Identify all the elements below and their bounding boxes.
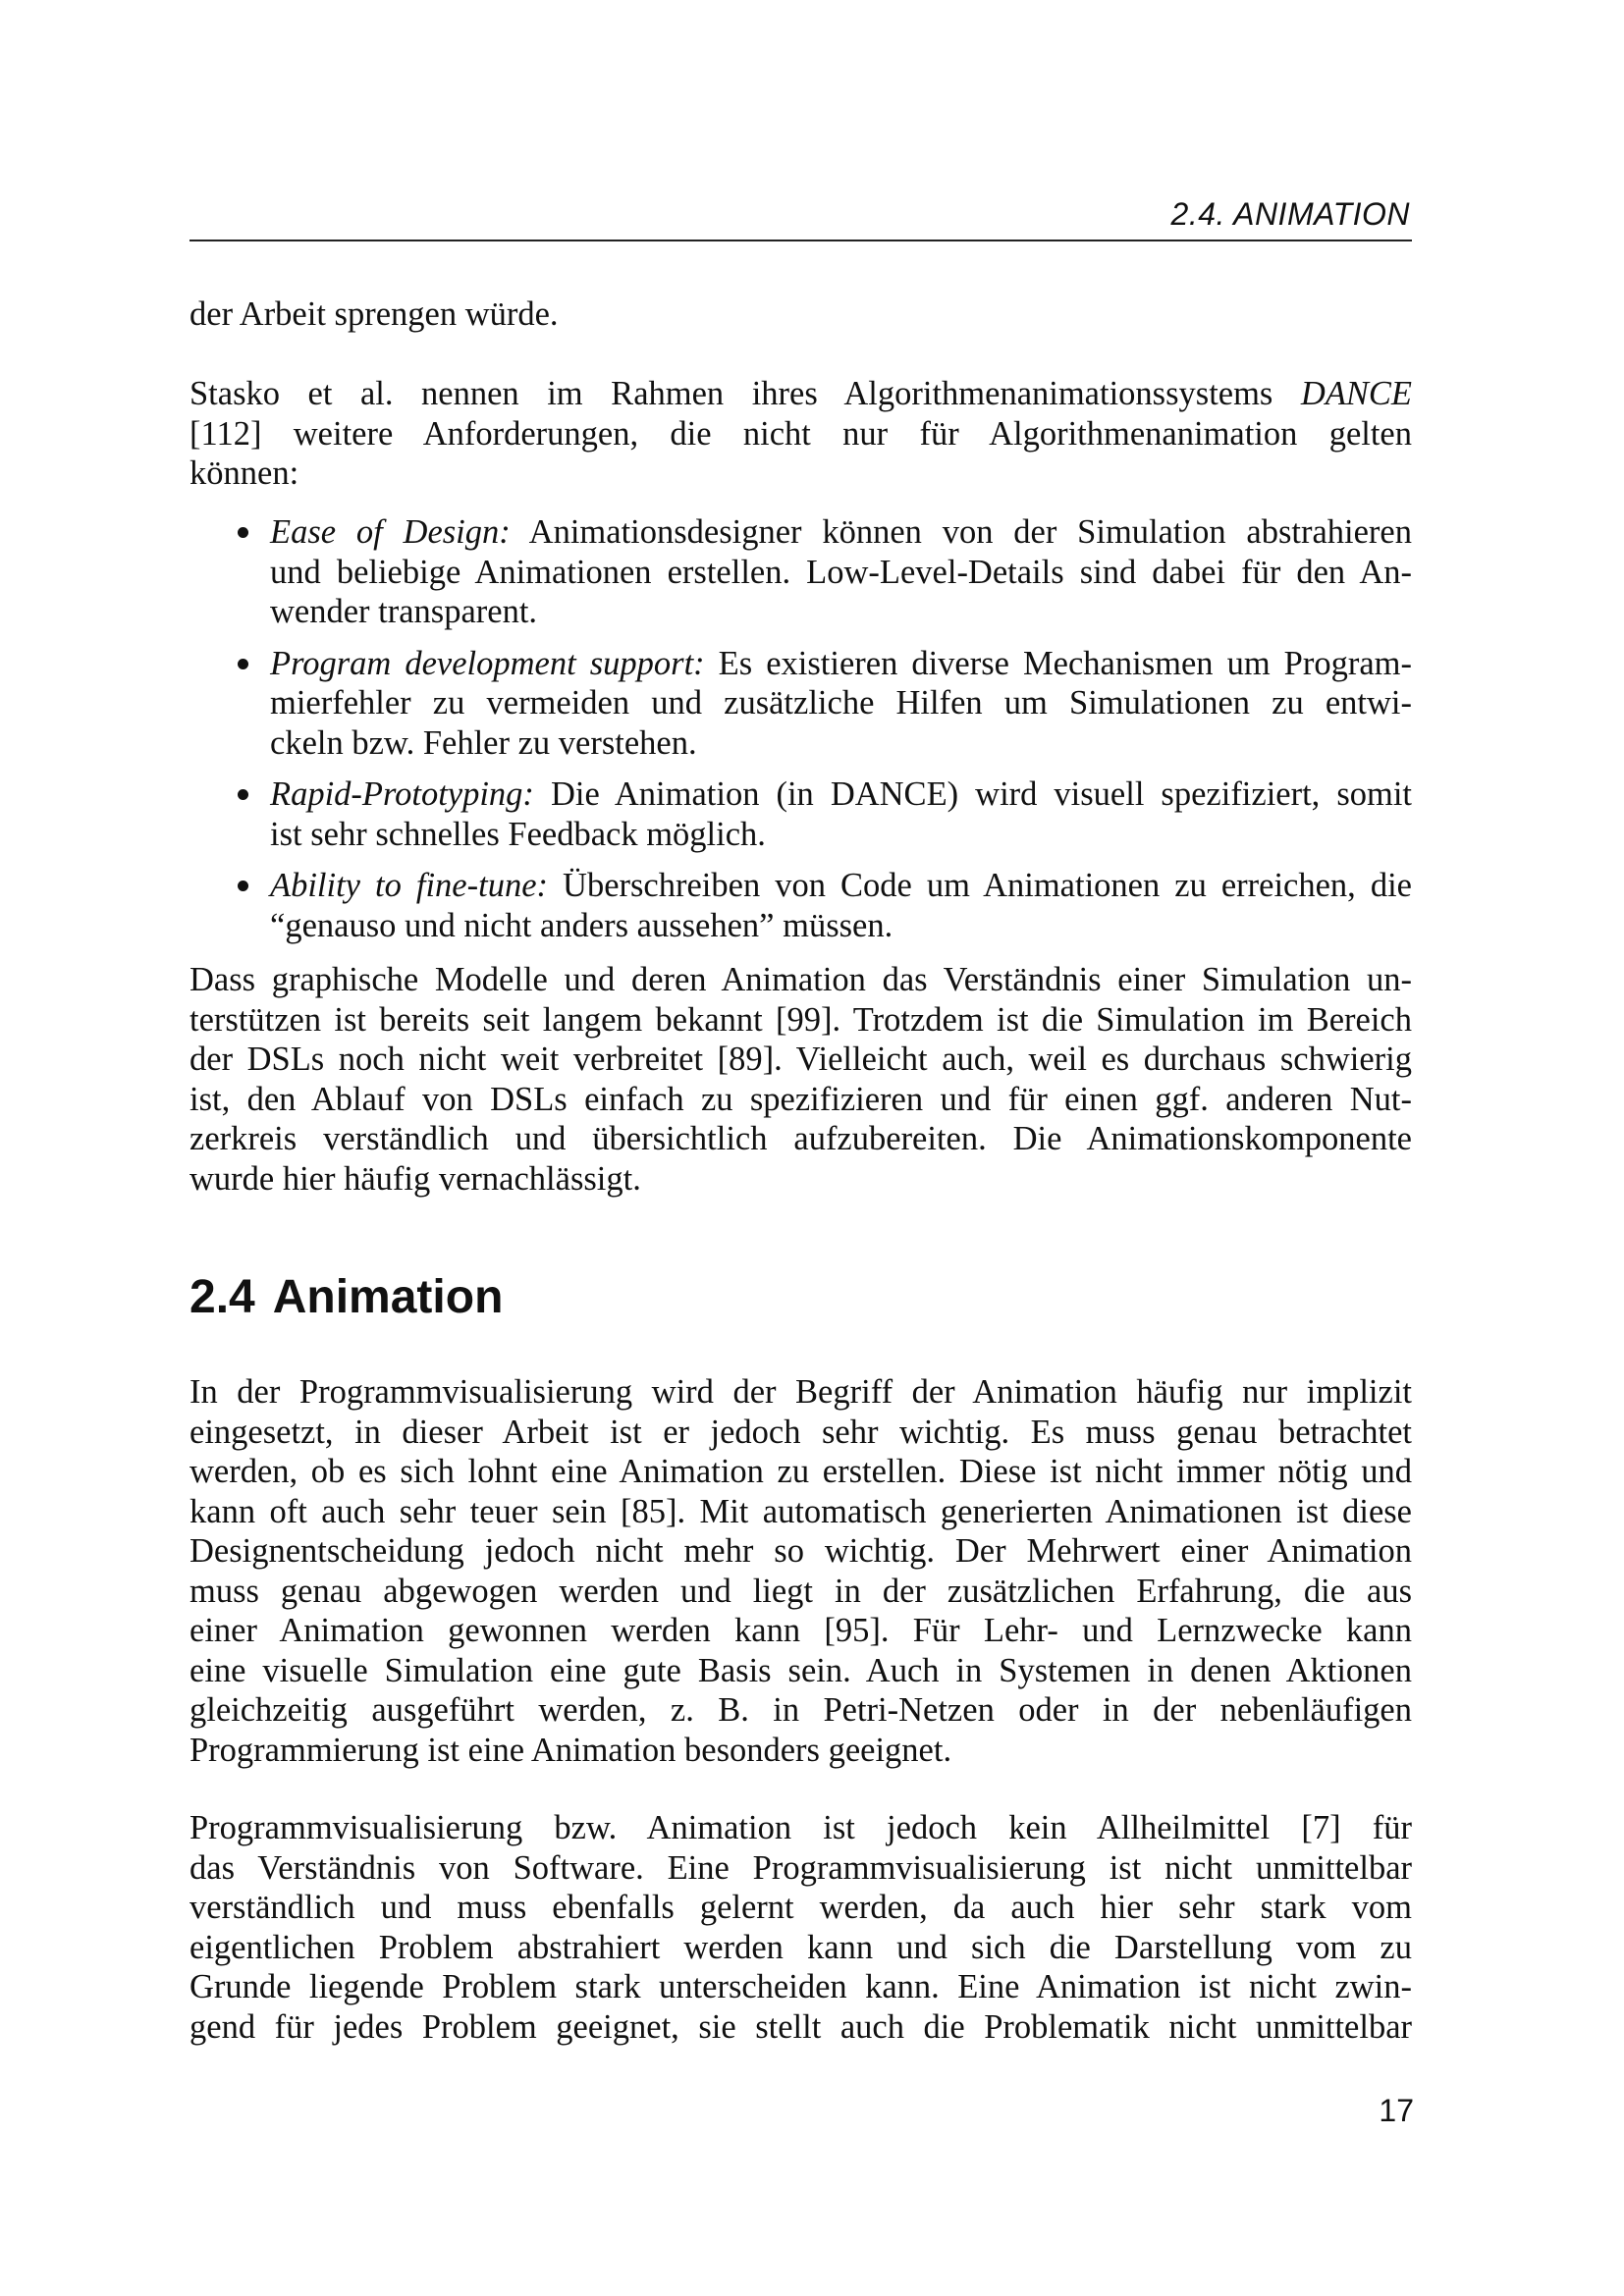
text-line: das Verständnis von Software. Eine Programmvisualisierung ist nicht unmittelbar xyxy=(189,1848,1412,1887)
system-name-dance: DANCE xyxy=(1300,375,1412,412)
text-line: der Arbeit sprengen würde. xyxy=(189,295,559,333)
list-item xyxy=(189,512,1412,632)
text-line: Rapid-Prototyping: Die Animation (in DANCE) wird visuell spezifiziert, somit xyxy=(270,775,1412,813)
text-line: einer Animation gewonnen werden kann [95]. Für Lehr- und Lernzwecke kann xyxy=(189,1612,1412,1649)
text-line: terstützen ist bereits seit langem bekannt [99]. Trotzdem ist die Simulation im Bereich xyxy=(189,1000,1412,1039)
list-item xyxy=(189,644,1412,764)
text-line: ist sehr schnelles Feedback möglich. xyxy=(270,815,766,853)
paragraph-continuation xyxy=(189,294,1412,335)
page-number: 17 xyxy=(1379,2093,1414,2128)
running-header xyxy=(189,196,1412,241)
text-line: gleichzeitig ausgeführt werden, z. B. in Petri-Netzen oder in der nebenläufigen xyxy=(189,1691,1412,1729)
bullet-icon xyxy=(238,881,248,891)
paragraph-dass xyxy=(189,960,1412,1199)
text-line: eingesetzt, in dieser Arbeit ist er jedoch sehr wichtig. Es muss genau betrachtet xyxy=(189,1413,1412,1451)
text-line: wurde hier häufig vernachlässigt. xyxy=(189,1159,641,1198)
text-line: Ability to fine-tune: Überschreiben von Code um Animationen zu erreichen, die xyxy=(270,867,1412,904)
list-item-term: Program development support: xyxy=(270,644,705,682)
section-heading xyxy=(189,1270,503,1324)
text-line: In der Programmvisualisierung wird der Begriff der Animation häufig nur implizit xyxy=(189,1373,1412,1411)
requirements-list-container xyxy=(189,512,1412,957)
running-header-title: 2.4. ANIMATION xyxy=(1170,196,1410,232)
text-line: wender transparent. xyxy=(270,593,538,630)
text-line: zerkreis verständlich und übersichtlich aufzubereiten. Die Animationskomponente xyxy=(189,1120,1412,1157)
text-line: eine visuelle Simulation eine gute Basis sein. Auch in Systemen in denen Aktionen xyxy=(189,1651,1412,1689)
text-line: ist, den Ablauf von DSLs einfach zu spezifizieren und für einen ggf. anderen Nut- xyxy=(189,1080,1412,1118)
paragraph-intro xyxy=(189,1372,1412,1770)
paragraph-stasko xyxy=(189,374,1412,494)
bullet-icon xyxy=(238,789,248,800)
text-line: ckeln bzw. Fehler zu verstehen. xyxy=(270,723,697,762)
list-item-term: Ability to fine-tune: xyxy=(270,867,548,904)
text-line: mierfehler zu vermeiden und zusätzliche Hilfen um Simulationen zu entwi- xyxy=(270,684,1412,721)
text-line: Stasko et al. nennen im Rahmen ihres Algorithmenanimationssystems DANCE xyxy=(189,375,1412,412)
section-title: Animation xyxy=(272,1271,504,1323)
list-item-term: Ease of Design: xyxy=(270,513,511,551)
section-number: 2.4 xyxy=(189,1271,255,1323)
text-line: eigentlichen Problem abstrahiert werden kann und sich die Darstellung vom zu xyxy=(189,1928,1412,1966)
text-line: [112] weitere Anforderungen, die nicht nur für Algorithmenanimation gelten xyxy=(189,414,1412,453)
text-line: Grunde liegende Problem stark unterscheiden kann. Eine Animation ist nicht zwin- xyxy=(189,1968,1412,2005)
text-line: Dass graphische Modelle und deren Animation das Verständnis einer Simulation un- xyxy=(189,961,1412,998)
text-line: verständlich und muss ebenfalls gelernt werden, da auch hier sehr stark vom xyxy=(189,1889,1412,1926)
text-line: Designentscheidung jedoch nicht mehr so wichtig. Der Mehrwert einer Animation xyxy=(189,1532,1412,1570)
bullet-icon xyxy=(238,659,248,669)
list-item-term: Rapid-Prototyping: xyxy=(270,775,534,813)
text-line: Program development support: Es existieren diverse Mechanismen um Program- xyxy=(270,644,1412,682)
list-item xyxy=(189,774,1412,854)
text-line: Programmvisualisierung bzw. Animation ist jedoch kein Allheilmittel [7] für xyxy=(189,1809,1412,1846)
text-line: Programmierung ist eine Animation besonders geeignet. xyxy=(189,1731,952,1769)
requirements-list xyxy=(189,512,1412,945)
text-line: gend für jedes Problem geeignet, sie stellt auch die Problematik nicht unmittelbar xyxy=(189,2007,1412,2046)
bullet-icon xyxy=(238,527,248,538)
list-item xyxy=(189,866,1412,945)
text-line: muss genau abgewogen werden und liegt in der zusätzlichen Erfahrung, die aus xyxy=(189,1572,1412,1610)
text-line: und beliebige Animationen erstellen. Low-Level-Details sind dabei für den An- xyxy=(270,553,1412,591)
text-line: der DSLs noch nicht weit verbreitet [89]. Vielleicht auch, weil es durchaus schwierig xyxy=(189,1041,1412,1078)
text-line: “genauso und nicht anders aussehen” müssen. xyxy=(270,906,893,944)
text-line: können: xyxy=(189,454,299,492)
text-line: kann oft auch sehr teuer sein [85]. Mit automatisch generierten Animationen ist diese xyxy=(189,1492,1412,1530)
text-line: Ease of Design: Animationsdesigner können von der Simulation abstrahieren xyxy=(270,513,1412,551)
paragraph-allheilmittel xyxy=(189,1808,1412,2047)
text-line: werden, ob es sich lohnt eine Animation zu erstellen. Diese ist nicht immer nötig und xyxy=(189,1453,1412,1490)
